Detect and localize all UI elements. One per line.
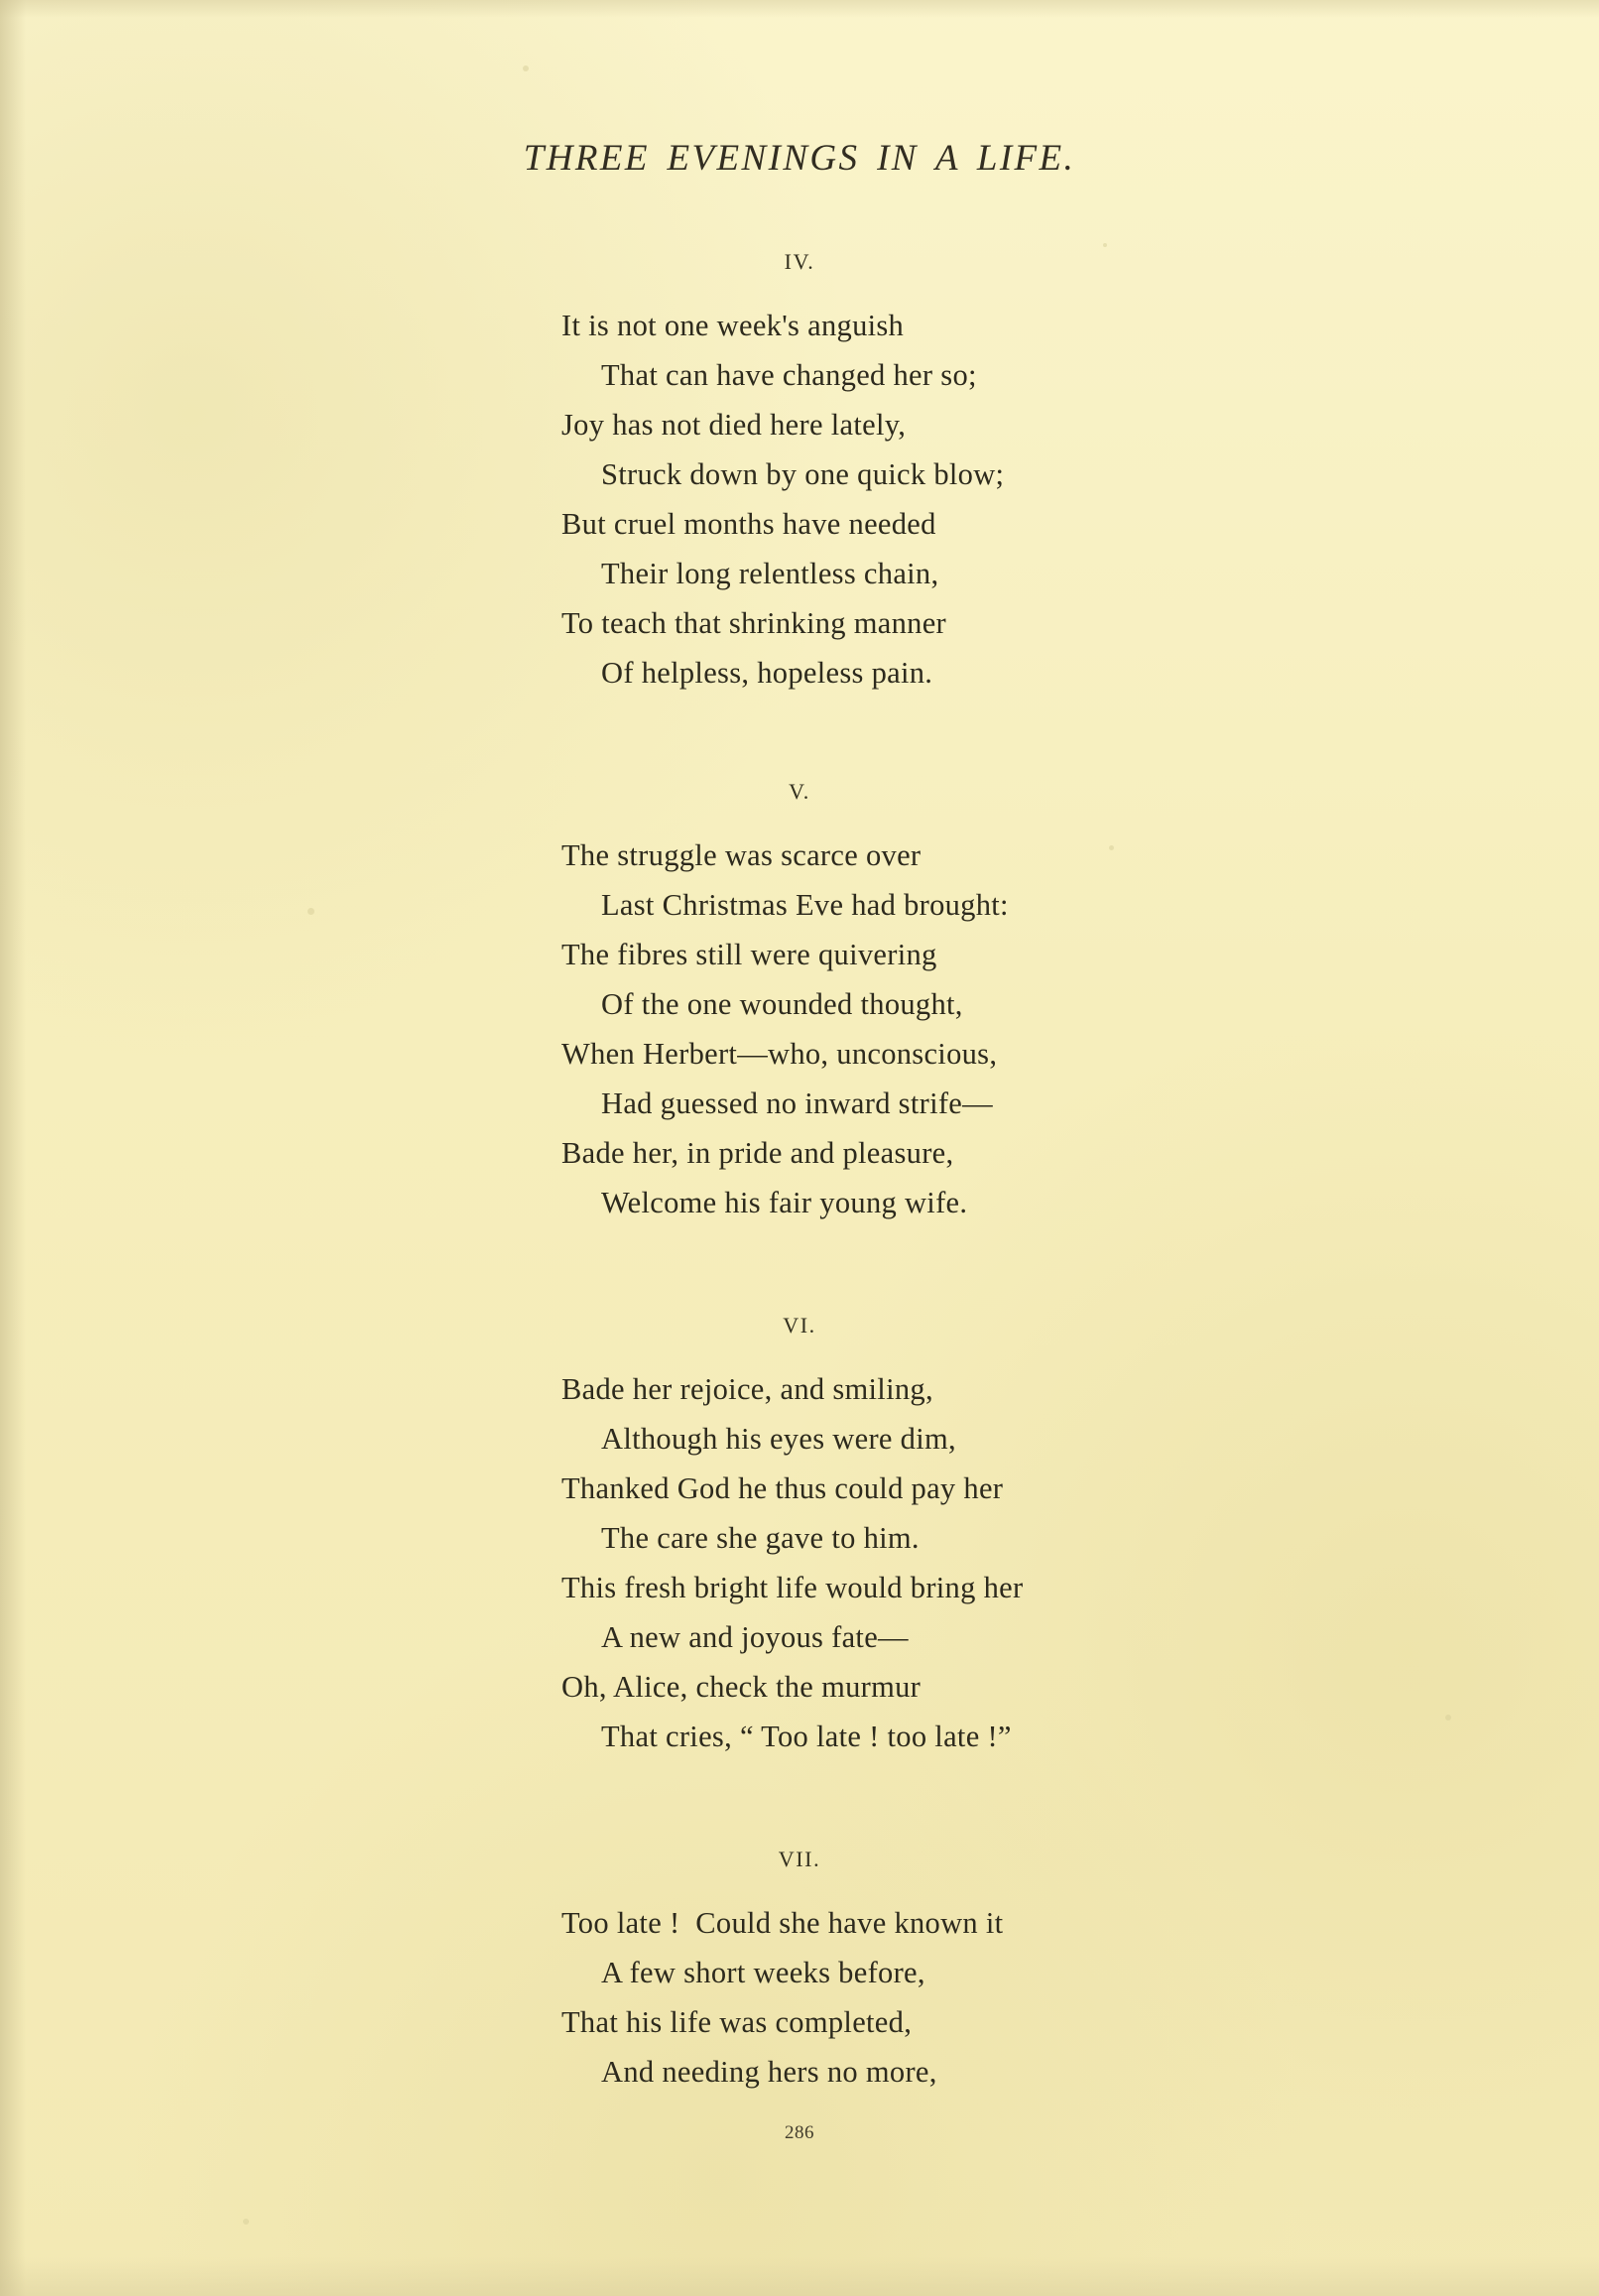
- poem-line: But cruel months have needed: [561, 507, 936, 541]
- poem-line: The struggle was scarce over: [561, 838, 922, 872]
- poem-line: Welcome his fair young wife.: [601, 1186, 968, 1219]
- poem-line: A new and joyous fate—: [601, 1620, 909, 1654]
- poem-line: Of helpless, hopeless pain.: [601, 656, 933, 690]
- poem-line: It is not one week's anguish: [561, 309, 905, 342]
- poem-line: Had guessed no inward strife—: [601, 1086, 993, 1120]
- poem-line: Bade her, in pride and pleasure,: [561, 1136, 954, 1170]
- poem-line: That cries, “ Too late ! too late !”: [601, 1720, 1012, 1753]
- stanza-vii: [0, 1847, 1599, 2097]
- stanza-lines: [0, 1364, 1599, 1761]
- stanza-lines: [0, 830, 1599, 1227]
- poem-line: This fresh bright life would bring her: [561, 1571, 1024, 1604]
- poem-line: A few short weeks before,: [601, 1956, 925, 1989]
- running-head: THREE EVENINGS IN A LIFE.: [523, 138, 1076, 179]
- page-number: 286: [785, 2122, 814, 2143]
- poem-line: Although his eyes were dim,: [601, 1422, 956, 1456]
- stanza-number: VI.: [783, 1313, 816, 1338]
- poem-line: Oh, Alice, check the murmur: [561, 1670, 922, 1704]
- poem-line: Joy has not died here lately,: [561, 408, 907, 442]
- stanza-number: V.: [789, 779, 810, 804]
- poem-line: And needing hers no more,: [601, 2055, 937, 2089]
- stanza-number: IV.: [784, 249, 815, 274]
- stanza-iv: [0, 249, 1599, 698]
- stanza-lines: [0, 301, 1599, 698]
- stanza-lines: [0, 1898, 1599, 2097]
- poem-line: That his life was completed,: [561, 2005, 913, 2039]
- poem-line: To teach that shrinking manner: [561, 606, 947, 640]
- poem-line: Last Christmas Eve had brought:: [601, 888, 1009, 922]
- stanza-number: VII.: [778, 1847, 821, 1871]
- paper-speck: [243, 2219, 249, 2225]
- poem-line: Of the one wounded thought,: [601, 987, 963, 1021]
- poem-line: Too late ! Could she have known it: [561, 1906, 1004, 1940]
- page-bottom-shadow: [0, 2256, 1599, 2296]
- stanza-v: [0, 779, 1599, 1227]
- poem-line: The care she gave to him.: [601, 1521, 920, 1555]
- poem-line: Bade her rejoice, and smiling,: [561, 1372, 933, 1406]
- poem-line: Struck down by one quick blow;: [601, 457, 1005, 491]
- poem-line: Thanked God he thus could pay her: [561, 1471, 1004, 1505]
- poem-line: That can have changed her so;: [601, 358, 977, 392]
- poem-line: Their long relentless chain,: [601, 557, 939, 590]
- stanza-vi: [0, 1313, 1599, 1761]
- poem-line: The fibres still were quivering: [561, 938, 937, 971]
- poem-line: When Herbert—who, unconscious,: [561, 1037, 998, 1071]
